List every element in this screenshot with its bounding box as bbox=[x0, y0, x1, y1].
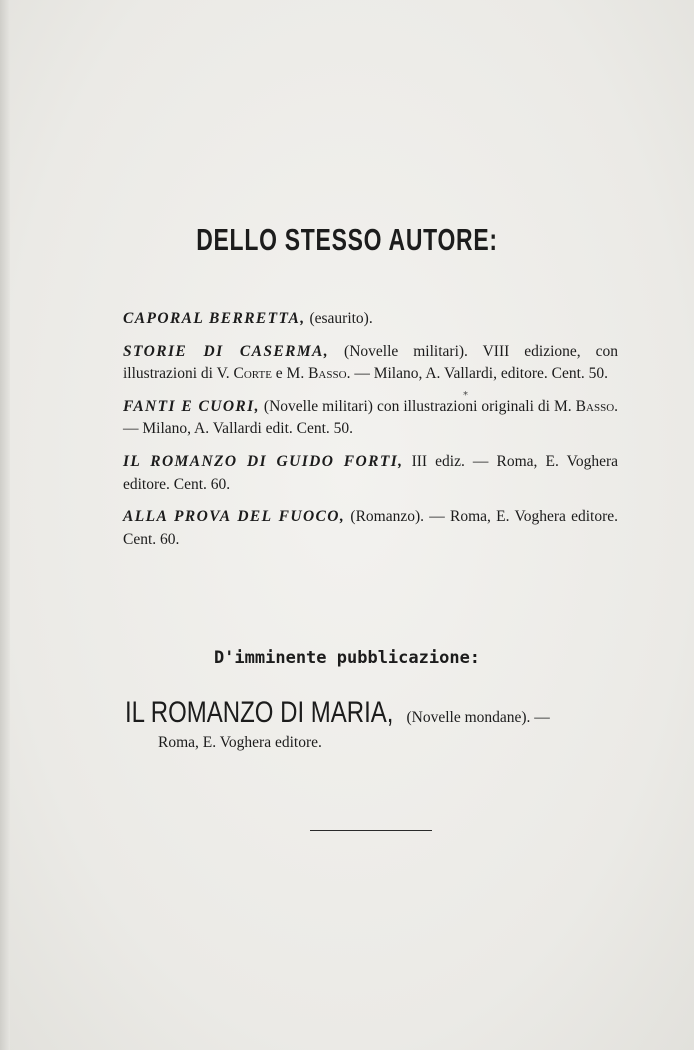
page-edge bbox=[0, 0, 10, 1050]
print-speck: * bbox=[463, 390, 468, 401]
page-heading: DELLO STESSO AUTORE: bbox=[196, 222, 498, 257]
illustrator-name: Basso bbox=[575, 397, 615, 415]
work-details: . — Milano, A. Vallardi edit. Cent. 50. bbox=[123, 397, 619, 438]
forthcoming-heading: D'imminente pubblicazione: bbox=[213, 648, 481, 668]
work-title: CAPORAL BERRETTA, bbox=[123, 310, 306, 327]
list-item bbox=[123, 451, 618, 496]
works-list bbox=[123, 308, 618, 561]
work-details: (Novelle militari) con illustrazioni originali di M. bbox=[263, 397, 572, 415]
work-title: IL ROMANZO DI GUIDO FORTI, bbox=[123, 452, 404, 470]
closing-rule bbox=[310, 830, 432, 831]
list-item bbox=[123, 396, 618, 441]
work-title: FANTI E CUORI, bbox=[123, 397, 260, 415]
list-item bbox=[123, 341, 618, 386]
work-details: e M. bbox=[275, 365, 305, 383]
forthcoming-publisher: Roma, E. Voghera editore. bbox=[158, 734, 322, 751]
work-details: (Romanzo). — Roma, E. Voghera editore. Cent. 60. bbox=[123, 508, 619, 548]
list-item bbox=[123, 506, 618, 551]
illustrator-name: Corte bbox=[233, 365, 272, 383]
work-title: ALLA PROVA DEL FUOCO, bbox=[123, 508, 346, 526]
illustrator-name: Basso bbox=[308, 365, 347, 383]
list-item bbox=[123, 308, 618, 331]
work-details: (esaurito). bbox=[309, 310, 373, 327]
work-details: . — Milano, A. Vallardi, editore. Cent. 50. bbox=[346, 365, 609, 383]
forthcoming-title: IL ROMANZO DI MARIA, bbox=[125, 696, 394, 729]
work-details: III ediz. — Roma, E. Voghera editore. Cent. 60. bbox=[123, 452, 618, 493]
work-title: STORIE DI CASERMA, bbox=[123, 342, 330, 360]
work-details: (Novelle militari). VIII edizione, con illustrazioni di V. bbox=[123, 342, 618, 383]
forthcoming-entry bbox=[125, 695, 620, 754]
forthcoming-genre: (Novelle mondane). — bbox=[406, 709, 550, 726]
